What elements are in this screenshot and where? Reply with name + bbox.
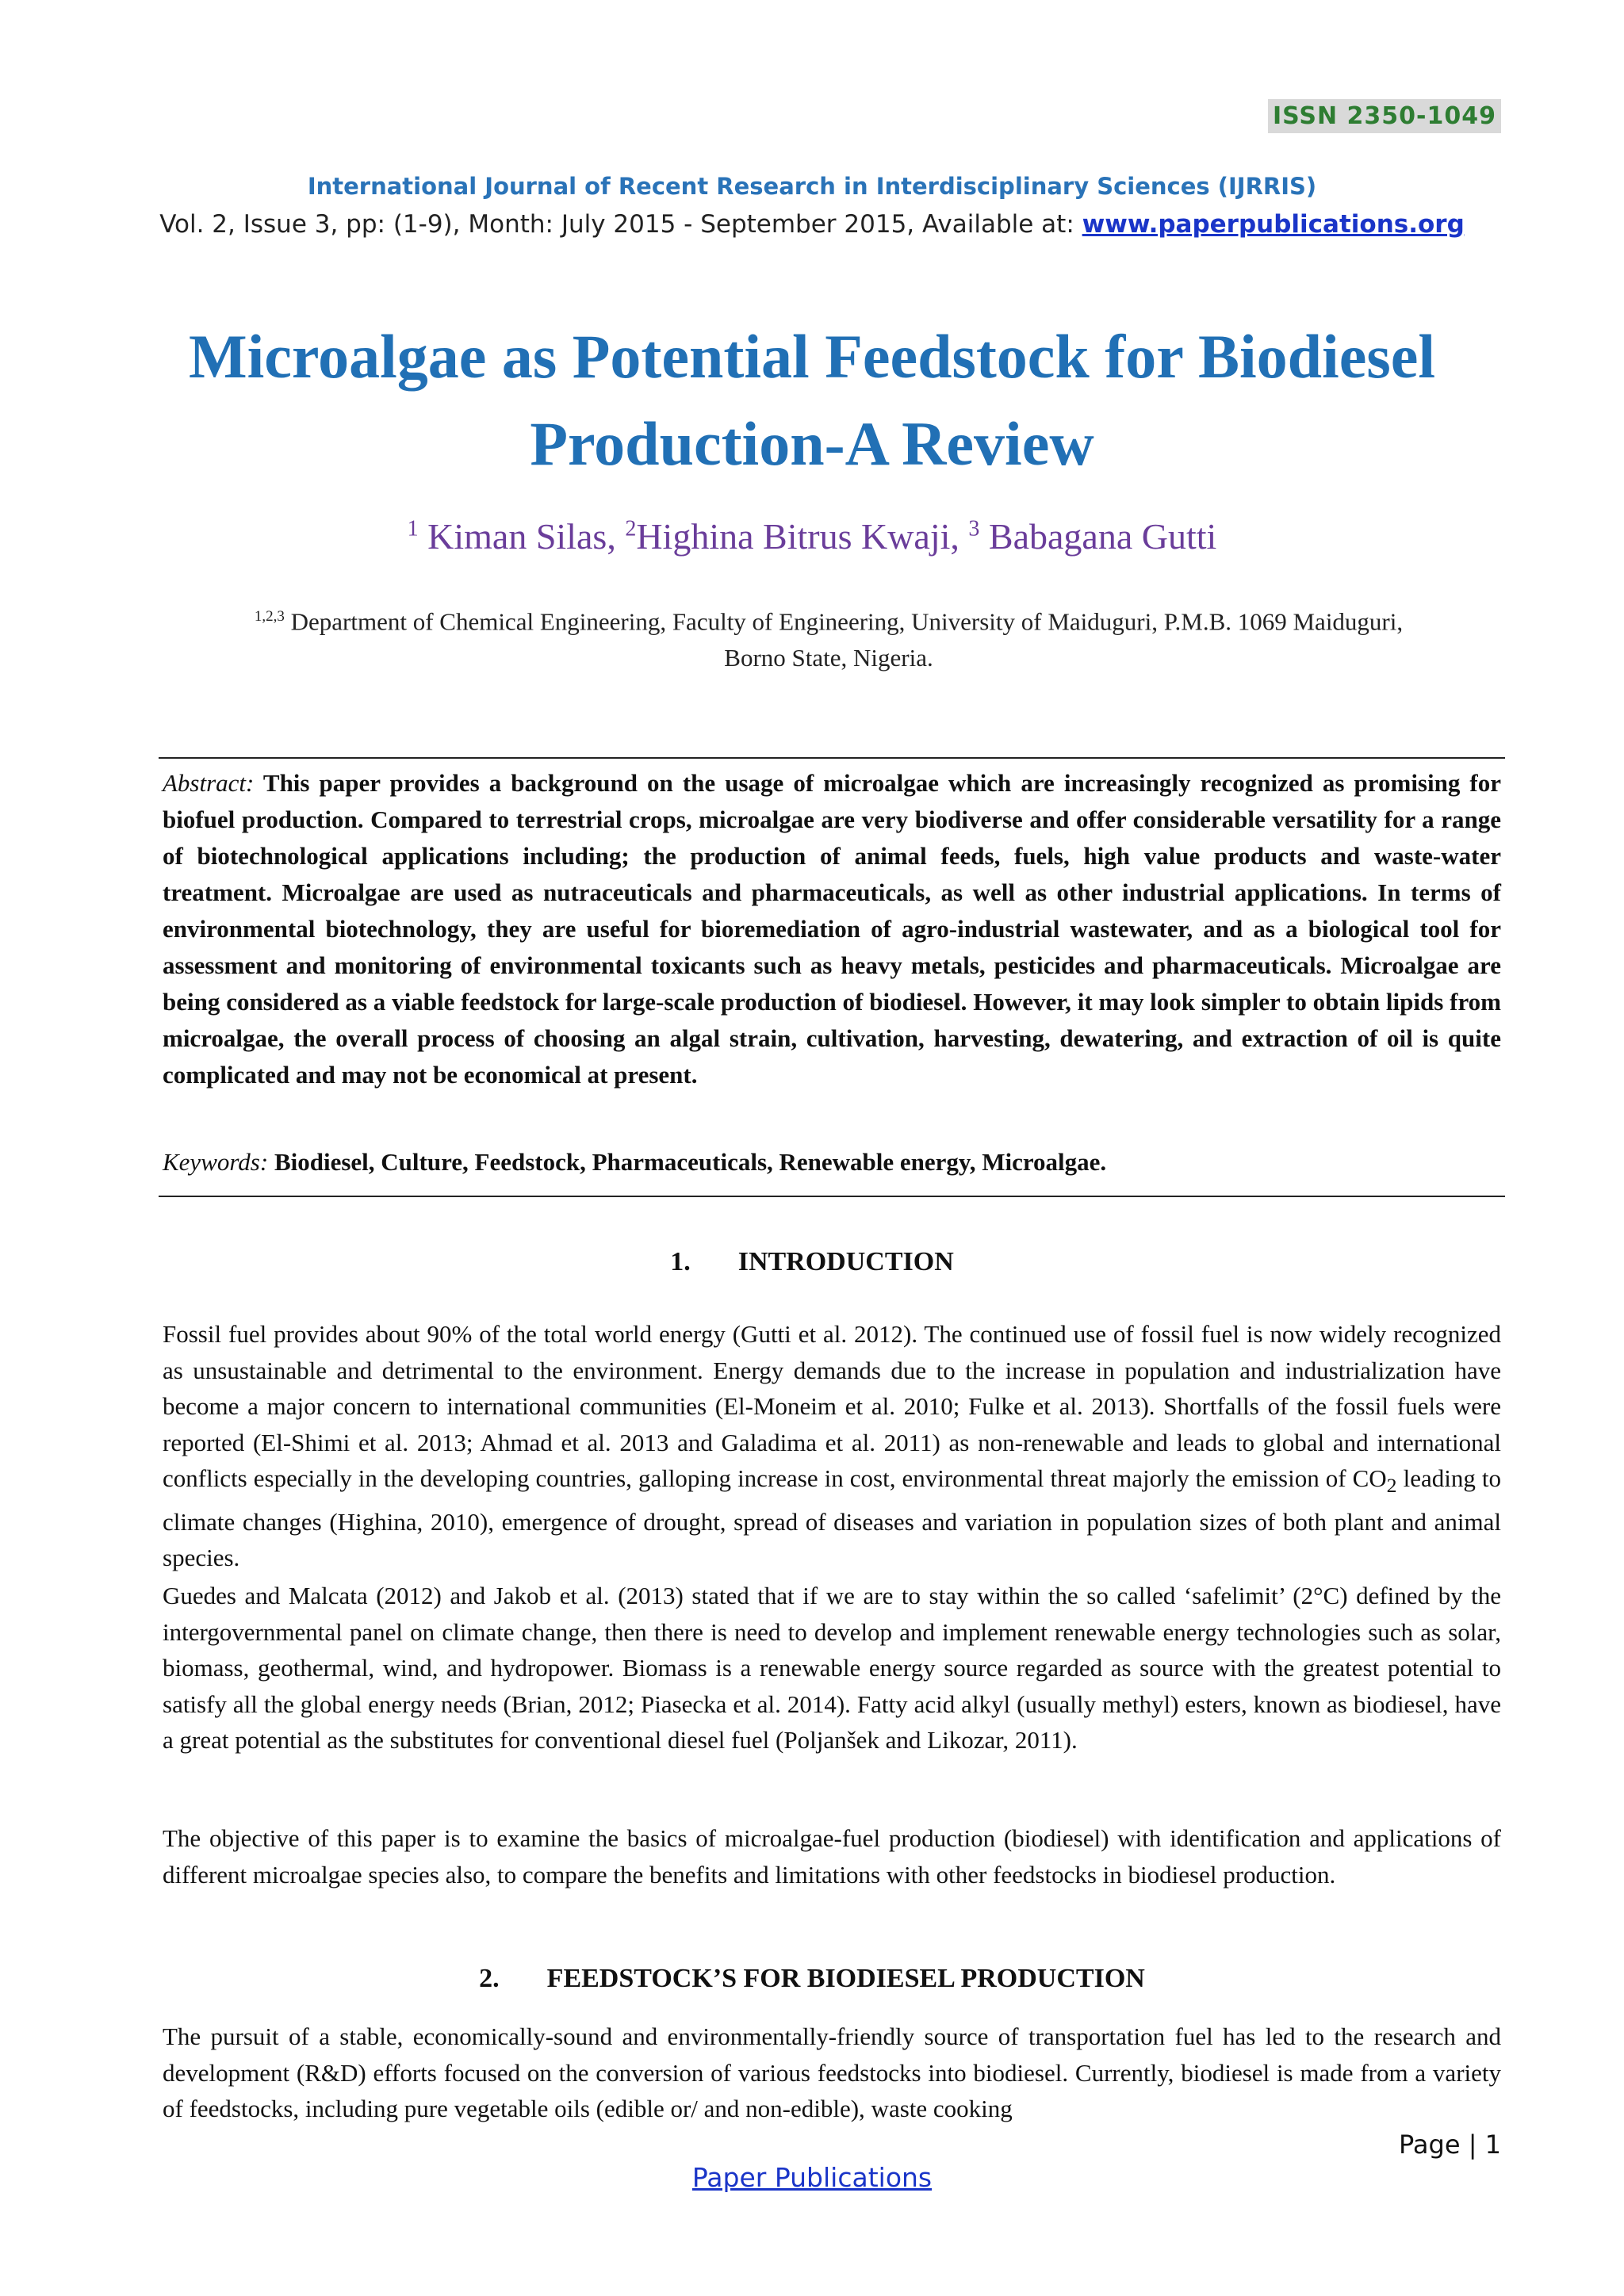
abstract (163, 765, 1501, 1093)
keywords (163, 1148, 1501, 1177)
author-list (0, 515, 1624, 557)
volume-line (0, 210, 1624, 239)
affiliation-line-2: Borno State, Nigeria. (724, 644, 933, 672)
page-number: Page | 1 (1399, 2130, 1501, 2160)
co2-subscript: 2 (1386, 1474, 1397, 1498)
affiliation-line-1: Department of Chemical Engineering, Faculty of Engineering, University of Maiduguri, P.M.B. 1069 Maiduguri, (290, 607, 1404, 636)
author-2-name: Highina Bitrus Kwaji, (636, 516, 959, 557)
keywords-label: Keywords: (163, 1148, 269, 1176)
author-1-marker: 1 (407, 516, 419, 541)
section-2-heading (0, 1964, 1624, 1994)
author-3-name: Babagana Gutti (988, 516, 1217, 557)
intro-paragraph-2: Guedes and Malcata (2012) and Jakob et al. (2013) stated that if we are to stay within the so called ‘safelimit’ (2°C) defined by the intergovernmental panel on climate change, then there is need to develop and implement renewable energy technologies such as solar, biomass, geothermal, wind, and hydropower. Biomass is a renewable energy source regarded as source with the greatest potential to satisfy all the global energy needs (Brian, 2012; Piasecka et al. 2014). Fatty acid alkyl (usually methyl) esters, known as biodiesel, have a great potential as the substitutes for conventional diesel fuel (Poljanšek and Likozar, 2011). (163, 1582, 1501, 1754)
volume-text: Vol. 2, Issue 3, pp: (1-9), Month: July 2015 - September 2015, Available at: (159, 210, 1082, 239)
publisher-link[interactable]: Paper Publications (691, 2162, 933, 2193)
section-2-title: FEEDSTOCK’S FOR BIODIESEL PRODUCTION (546, 1964, 1145, 1993)
author-2-marker: 2 (625, 516, 637, 541)
section-1-heading (0, 1247, 1624, 1277)
journal-name: International Journal of Recent Research in Interdisciplinary Sciences (IJRRIS) (307, 173, 1317, 200)
paper-title (0, 313, 1624, 488)
affiliation (159, 599, 1499, 676)
title-line-2: Production-A Review (530, 409, 1094, 478)
journal-website-link[interactable]: www.paperpublications.org (1082, 210, 1465, 239)
issn-badge: ISSN 2350-1049 (1268, 99, 1501, 133)
abstract-top-rule (159, 757, 1505, 759)
section-2-number: 2. (479, 1964, 500, 1993)
section-2-paragraph-1: The pursuit of a stable, economically-sound and environmentally-friendly source of transportation fuel has led to the research and development (R&D) efforts focused on the conversion of various feedstocks into biodiesel. Currently, biodiesel is made from a variety of feedstocks, including pure vegetable oils (edible or/ and non-edible), waste cooking (163, 2022, 1501, 2122)
abstract-text: This paper provides a background on the usage of microalgae which are increasingly recognized as promising for biofuel production. Compared to terrestrial crops, microalgae are very biodiverse and offer considerable versatility for a range of biotechnological applications including; the production of animal feeds, fuels, high value products and waste-water treatment. Microalgae are used as nutraceuticals and pharmaceuticals, as well as other industrial applications. In terms of environmental biotechnology, they are useful for bioremediation of agro-industrial wastewater, and as a biological tool for assessment and monitoring of environmental toxicants such as heavy metals, pesticides and pharmaceuticals. Microalgae are being considered as a viable feedstock for large-scale production of biodiesel. However, it may look simpler to obtain lipids from microalgae, the overall process of choosing an algal strain, cultivation, harvesting, dewatering, and extraction of oil is quite complicated and may not be economical at present. (163, 769, 1501, 1089)
intro-paragraph-1: Fossil fuel provides about 90% of the total world energy (Gutti et al. 2012). The continued use of fossil fuel is now widely recognized as unsustainable and detrimental to the environment. Energy demands due to the increase in population and industrialization have become a major concern to international communities (El-Moneim et al. 2010; Fulke et al. 2013). Shortfalls of the fossil fuels were reported (El-Shimi et al. 2013; Ahmad et al. 2013 and Galadima et al. 2011) as non-renewable and leads to global and international conflicts especially in the developing countries, galloping increase in cost, environmental threat majorly the emission of $CO_2$ leading to climate changes (Highina, 2010), emergence of drought, spread of diseases and variation in population sizes of both plant and animal species. (163, 1320, 1501, 1572)
affiliation-marker: 1,2,3 (254, 608, 285, 625)
intro-paragraph-3: The objective of this paper is to examine the basics of microalgae-fuel production (biodiesel) with identification and applications of different microalgae species also, to compare the benefits and limitations with other feedstocks in biodiesel production. (163, 1824, 1501, 1888)
section-1-number: 1. (670, 1247, 691, 1276)
keywords-text: Biodiesel, Culture, Feedstock, Pharmaceuticals, Renewable energy, Microalgae. (274, 1148, 1107, 1176)
author-3-marker: 3 (968, 516, 980, 541)
abstract-label: Abstract: (163, 769, 255, 797)
author-1-name: Kiman Silas, (427, 516, 616, 557)
title-line-1: Microalgae as Potential Feedstock for Biodiesel (189, 322, 1435, 391)
section-1-title: INTRODUCTION (737, 1247, 954, 1276)
abstract-bottom-rule (159, 1196, 1505, 1197)
